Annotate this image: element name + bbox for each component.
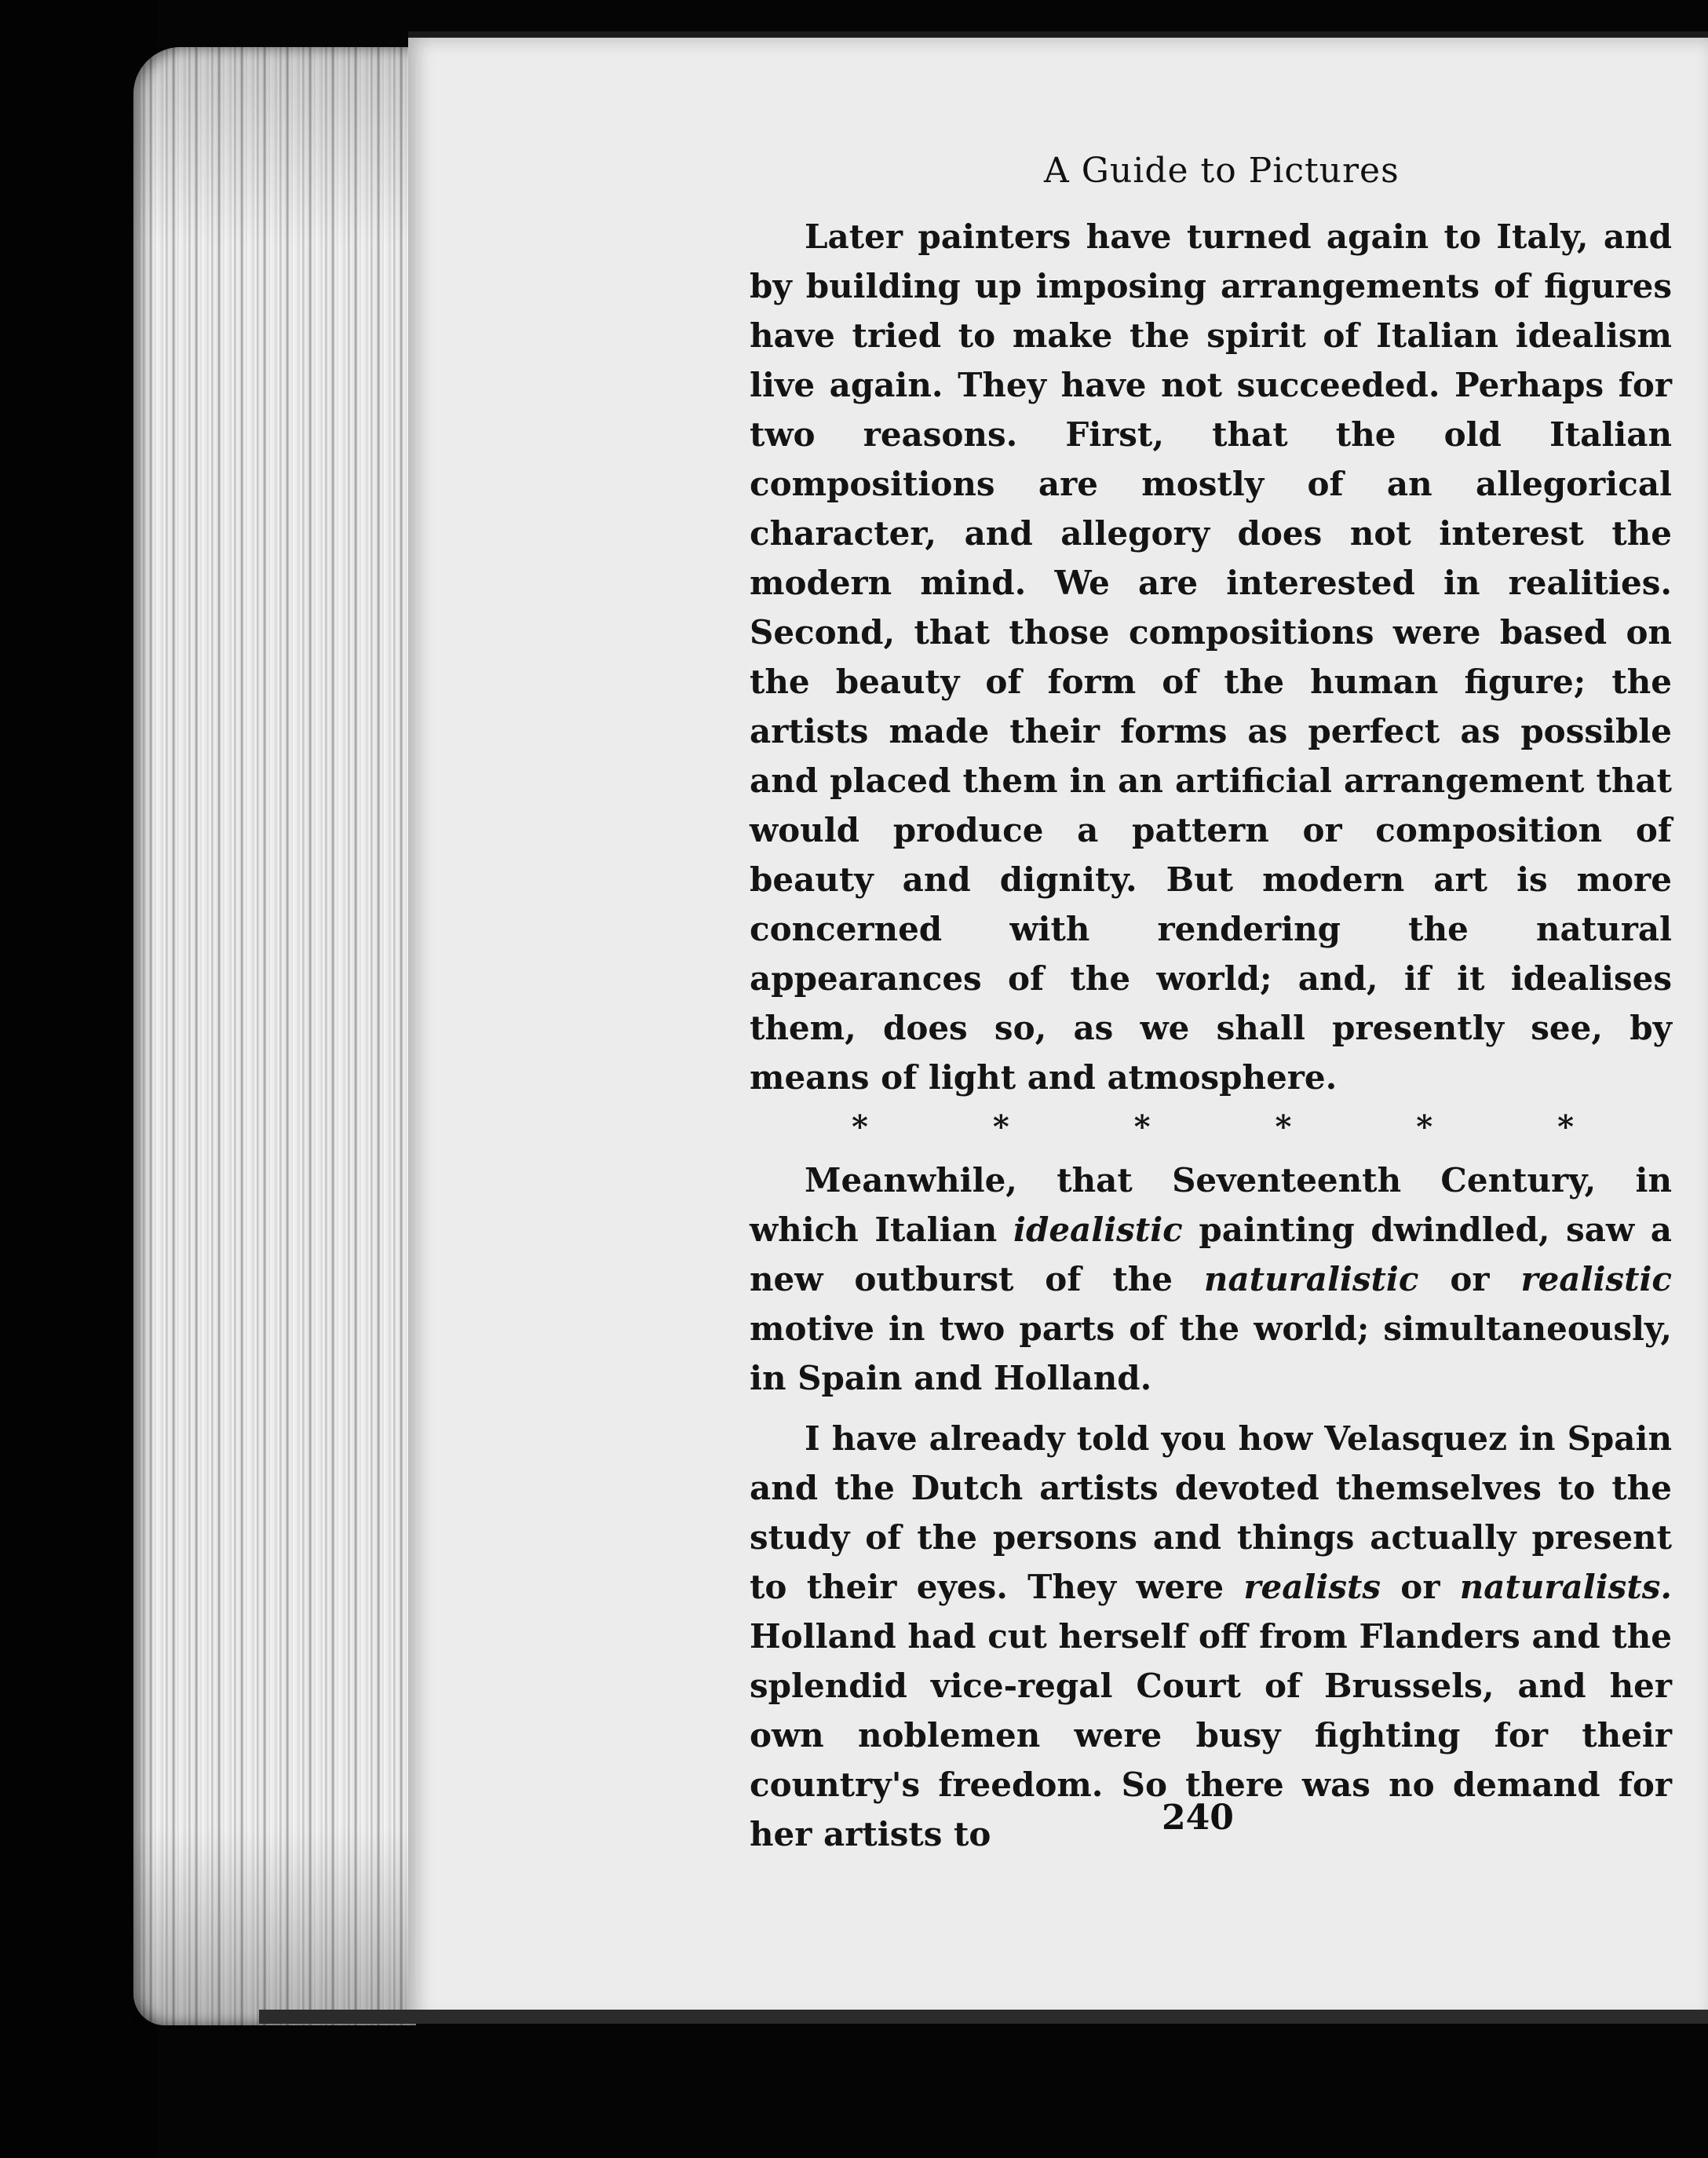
section-break-star: *	[992, 1108, 1009, 1145]
paragraph-2	[750, 1156, 1672, 1403]
italic-term: idealistic	[1013, 1210, 1183, 1249]
section-break-star: *	[1557, 1108, 1574, 1145]
italic-term: naturalistic	[1203, 1260, 1419, 1298]
paragraph-1: Later painters have turned again to Italy, and by building up imposing arrangements of figures have tried to make the spirit of Italian idealism live again. They have not succeeded. Perhaps for two reasons. First, that the old Italian compositions are mostly of an allegorical character, and allegory does not interest the modern mind. We are interested in realities. Second, that those compositions were based on the beauty of form of the human figure; the artists made their forms as perfect as possible and placed them in an artificial arrangement that would produce a pattern or composition of beauty and dignity. But modern art is more concerned with rendering the natural appearances of the world; and, if it idealises them, does so, as we shall presently see, by means of light and atmosphere.	[750, 217, 1672, 1097]
text-run: Holland had cut herself off from Flanders and the splendid vice-regal Court of Brussels, and her own noblemen were busy fighting for their country's freedom. So there was no demand for her artists to	[750, 1617, 1672, 1853]
section-break-star: *	[852, 1108, 868, 1145]
page-bottom-edge	[259, 2010, 1708, 2024]
text-run: motive in two parts of the world; simultaneously, in Spain and Holland.	[750, 1309, 1672, 1397]
section-break	[852, 1104, 1574, 1151]
section-break-star: *	[1133, 1108, 1151, 1145]
italic-term: realistic	[1520, 1260, 1673, 1298]
section-break-star: *	[1275, 1108, 1292, 1145]
page-edges	[133, 47, 416, 2025]
body-text	[750, 212, 1672, 1859]
text-run: painting dwindled, saw a new outburst of the	[750, 1210, 1672, 1298]
text-run: or	[1381, 1568, 1460, 1606]
text-run: I have already told you how Velasquez in Spain and the Dutch artists devoted themselves to the study of the persons and things actually present to their eyes. They were	[750, 1419, 1672, 1606]
text-run: or	[1418, 1260, 1521, 1298]
running-head: A Guide to Pictures	[1044, 151, 1400, 191]
paragraph-3	[750, 1414, 1672, 1859]
page-number: 240	[1162, 1798, 1234, 1838]
italic-term: naturalists.	[1459, 1568, 1672, 1606]
text-run: Meanwhile, that Seventeenth Century, in which Italian	[750, 1161, 1672, 1249]
italic-term: realists	[1243, 1568, 1381, 1606]
section-break-star: *	[1416, 1108, 1433, 1145]
